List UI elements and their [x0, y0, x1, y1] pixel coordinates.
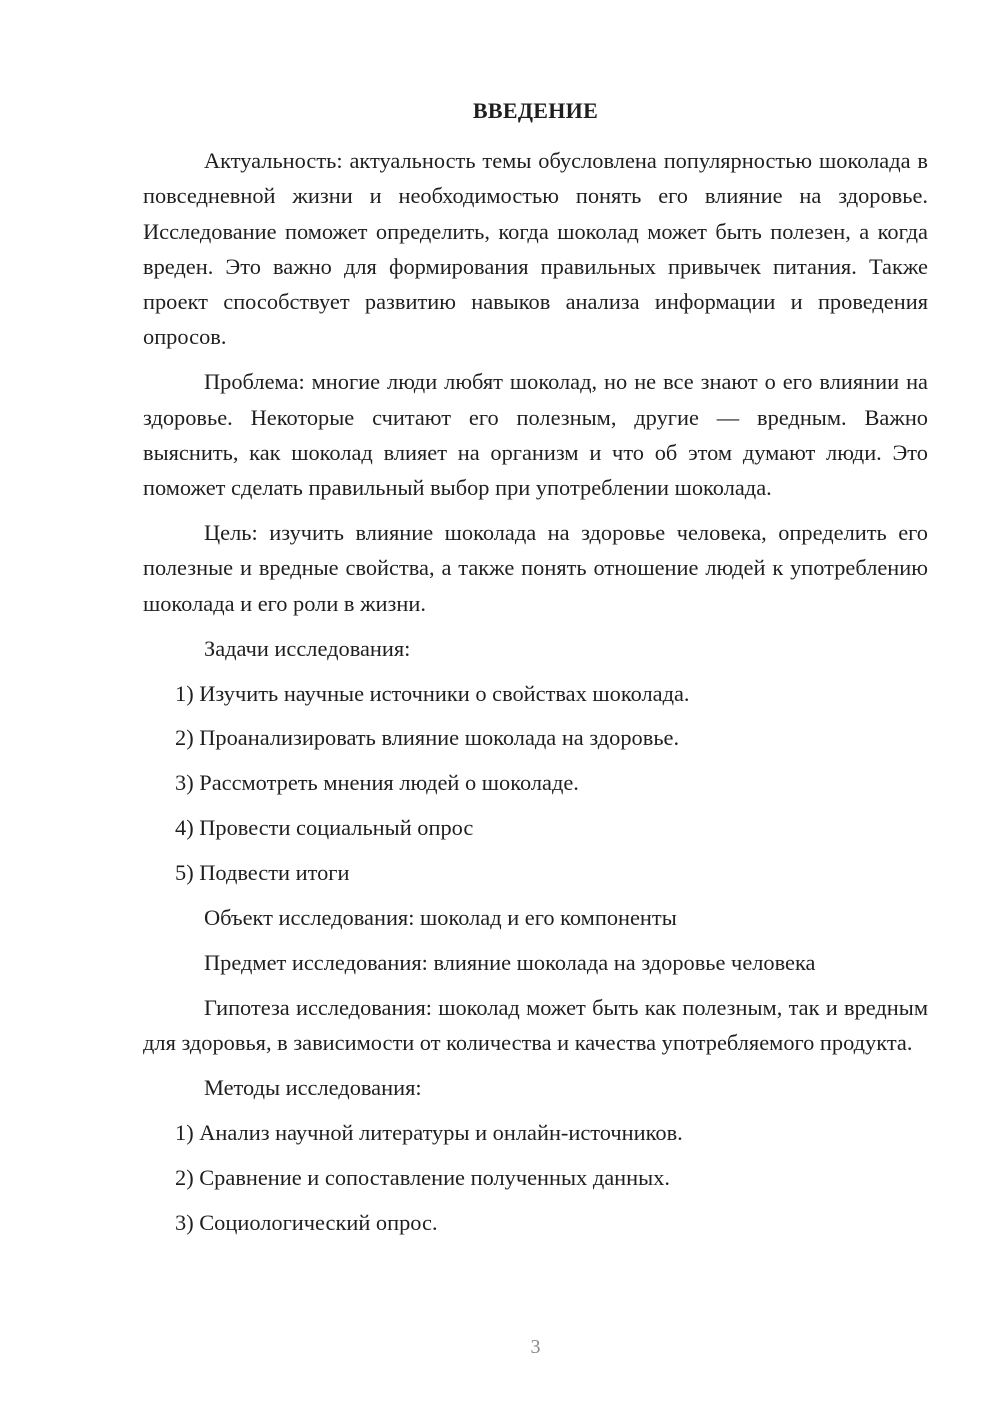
relevance-paragraph: Актуальность: актуальность темы обусловлена популярностью шоколада в повседневной жизни и необходимостью понять его влияние на здоровье. Исследование поможет определить, когда шоколад может быть полезен, а когда вреден. Это важно для формирования правильных привычек питания. Также проект способствует развитию навыков анализа информации и проведения опросов. — [143, 148, 928, 350]
list-item: 4) Провести социальный опрос — [175, 815, 474, 841]
tasks-heading: Задачи исследования: — [204, 635, 411, 661]
list-item: 5) Подвести итоги — [175, 860, 350, 886]
list-item: 1) Изучить научные источники о свойствах шоколада. — [175, 680, 690, 706]
page-number: 3 — [530, 1336, 541, 1358]
list-item: 2) Сравнение и сопоставление полученных данных. — [175, 1164, 670, 1190]
page-title: ВВЕДЕНИЕ — [472, 98, 599, 123]
methods-list — [143, 1115, 928, 1240]
list-item: 3) Социологический опрос. — [175, 1209, 438, 1235]
list-item: 2) Проанализировать влияние шоколада на здоровье. — [175, 725, 680, 751]
problem-paragraph: Проблема: многие люди любят шоколад, но не все знают о его влиянии на здоровье. Некоторые считают его полезным, другие — вредным. Важно выяснить, как шоколад влияет на организм и что об этом думают люди. Это поможет сделать правильный выбор при употреблении шоколада. — [143, 369, 928, 501]
tasks-list — [143, 676, 928, 891]
hypothesis-paragraph: Гипотеза исследования: шоколад может быть как полезным, так и вредным для здоровья, в зависимости от количества и качества употребляемого продукта. — [143, 994, 928, 1056]
subject-paragraph: Предмет исследования: влияние шоколада на здоровье человека — [204, 949, 816, 975]
document-body — [143, 143, 928, 1250]
document-page — [143, 0, 928, 1414]
methods-heading: Методы исследования: — [204, 1074, 422, 1100]
object-paragraph: Объект исследования: шоколад и его компоненты — [204, 904, 677, 930]
list-item: 1) Анализ научной литературы и онлайн-источников. — [175, 1119, 683, 1145]
goal-paragraph: Цель: изучить влияние шоколада на здоровье человека, определить его полезные и вредные свойства, а также понять отношение людей к употреблению шоколада и его роли в жизни. — [143, 520, 928, 616]
list-item: 3) Рассмотреть мнения людей о шоколаде. — [175, 770, 579, 796]
